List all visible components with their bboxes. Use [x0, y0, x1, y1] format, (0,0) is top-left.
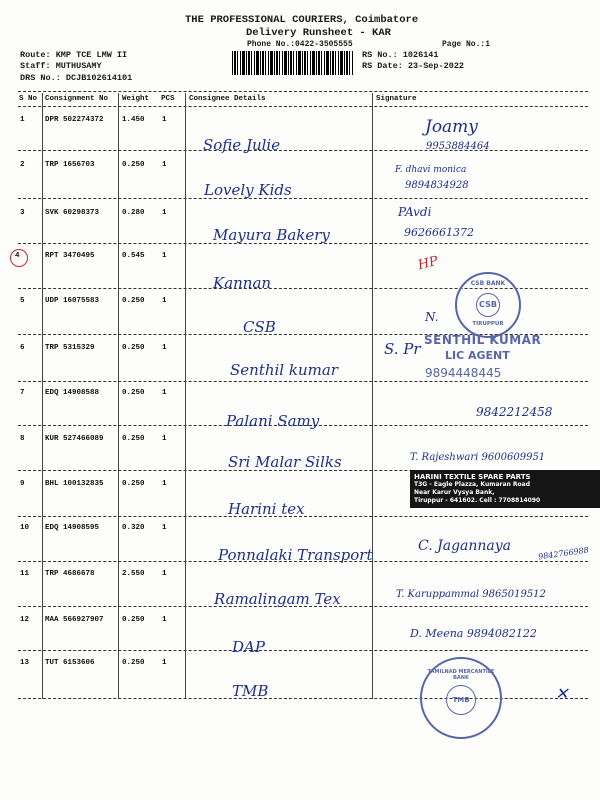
row-1-signature: 9953884464 [426, 141, 490, 152]
row-1-sno: 1 [20, 116, 25, 124]
row-10-sno: 10 [20, 524, 30, 532]
staff-label: Staff: MUTHUSAMY [20, 61, 102, 71]
row-12-signature: D. Meena 9894082122 [410, 627, 537, 640]
col-divider [42, 93, 43, 699]
row-7-signature: 9842212458 [476, 405, 553, 419]
row-6-consignee: Senthil kumar [230, 361, 338, 379]
row-3-signature: 9626661372 [404, 226, 474, 239]
row-5-signature-scrawl: N. [425, 310, 439, 324]
row-1-signature-scrawl: Joamy [425, 117, 478, 137]
row-8-sno: 8 [20, 435, 25, 443]
page-number: Page No.:1 [442, 40, 491, 49]
row-11-sno: 11 [20, 570, 30, 578]
row-2-consignment: TRP 1656703 [45, 161, 95, 169]
row-13-sno: 13 [20, 659, 30, 667]
row-9-consignee: Harini tex [228, 500, 305, 518]
row-11-pcs: 1 [162, 570, 167, 578]
senthil-stamp-role: LIC AGENT [445, 349, 510, 362]
harini-stamp-addr1: T3G - Eagle Plazza, Kumaran Road [414, 481, 530, 488]
row-9-sno: 9 [20, 480, 25, 488]
row-13-signature-mark: ✕ [555, 684, 569, 703]
header-rule [18, 106, 588, 107]
row-13-consignee: TMB [232, 682, 269, 700]
runsheet-subtitle: Delivery Runsheet - KAR [246, 27, 391, 39]
row-12-weight: 0.250 [122, 616, 145, 624]
row-6-pcs: 1 [162, 344, 167, 352]
company-title: THE PROFESSIONAL COURIERS, Coimbatore [185, 14, 419, 26]
row-4-signature: HP [416, 253, 440, 274]
row-6-signature: 9894448445 [425, 366, 502, 380]
csb-seal-logo: CSB [476, 293, 500, 317]
col-consignment-header: Consignment No [45, 95, 109, 103]
csb-seal-place: TIRUPPUR [472, 321, 504, 327]
row-13-consignment: TUT 6153606 [45, 659, 95, 667]
row-3-consignee: Mayura Bakery [213, 226, 330, 244]
row-4-consignee: Kannan [213, 274, 272, 292]
rs-date: RS Date: 23-Sep-2022 [362, 61, 465, 71]
row-3-weight: 0.280 [122, 209, 145, 217]
row-2-weight: 0.250 [122, 161, 145, 169]
row-4-pcs: 1 [162, 252, 167, 260]
row-2-consignee: Lovely Kids [204, 181, 292, 199]
row-separator [18, 650, 588, 651]
tmb-bank-seal [420, 657, 502, 739]
row-11-consignment: TRP 4686678 [45, 570, 95, 578]
row-4-sno: 4 [15, 252, 20, 260]
row-7-pcs: 1 [162, 389, 167, 397]
col-divider [372, 93, 373, 699]
row-13-pcs: 1 [162, 659, 167, 667]
col-divider [118, 93, 119, 699]
row-6-weight: 0.250 [122, 344, 145, 352]
csb-seal-ring-text: CSB BANK [470, 280, 506, 287]
phone-number: Phone No.:0422-3505555 [247, 40, 353, 49]
row-1-consignee: Sofie Julie [203, 136, 281, 154]
row-2-signature-scrawl: F. dhavi monica [395, 165, 467, 175]
row-3-pcs: 1 [162, 209, 167, 217]
row-7-sno: 7 [20, 389, 25, 397]
row-7-consignee: Palani Samy [226, 412, 320, 430]
row-12-consignment: MAA 566927907 [45, 616, 104, 624]
harini-stamp-addr2: Near Karur Vysya Bank, [414, 489, 495, 496]
row-7-weight: 0.250 [122, 389, 145, 397]
row-13-weight: 0.250 [122, 659, 145, 667]
row-12-pcs: 1 [162, 616, 167, 624]
table-top-rule [18, 91, 588, 92]
harini-textile-stamp [410, 470, 600, 508]
row-7-consignment: EDQ 14908588 [45, 389, 100, 397]
row-11-signature: T. Karuppammal 9865019512 [396, 589, 546, 600]
row-8-signature: T. Rajeshwari 9600609951 [410, 452, 546, 463]
row-5-consignment: UDP 16075583 [45, 297, 100, 305]
col-weight-header: Weight [122, 95, 150, 103]
row-separator [18, 381, 588, 382]
csb-bank-seal [455, 272, 521, 338]
row-5-pcs: 1 [162, 297, 167, 305]
row-1-weight: 1.450 [122, 116, 145, 124]
col-consignee-header: Consignee Details [189, 95, 266, 103]
row-3-signature-scrawl: PAvdi [398, 205, 432, 219]
row-12-consignee: DAP [232, 638, 265, 656]
row-separator [18, 198, 588, 199]
row-4-consignment: RPT 3470495 [45, 252, 95, 260]
row-6-sno: 6 [20, 344, 25, 352]
row-8-consignee: Sri Malar Silks [228, 453, 342, 471]
row-2-signature: 9894834928 [405, 180, 469, 191]
row-9-pcs: 1 [162, 480, 167, 488]
row-11-weight: 2.550 [122, 570, 145, 578]
col-signature-header: Signature [376, 95, 417, 103]
row-6-consignment: TRP 5315329 [45, 344, 95, 352]
row-5-consignee: CSB [243, 318, 276, 336]
row-8-weight: 0.250 [122, 435, 145, 443]
row-10-consignment: EDQ 14908595 [45, 524, 100, 532]
col-pcs-header: PCS [161, 95, 175, 103]
rs-number: RS No.: 1026141 [362, 50, 439, 60]
row-10-consignee: Ponnalaki Transport [218, 546, 373, 564]
row-9-weight: 0.250 [122, 480, 145, 488]
table-bottom-rule [18, 698, 588, 699]
tmb-seal-ring-text: TAMILNAD MERCANTILE BANK [427, 669, 495, 681]
col-divider [185, 93, 186, 699]
row-10-pcs: 1 [162, 524, 167, 532]
row-3-sno: 3 [20, 209, 25, 217]
row-10-weight: 0.320 [122, 524, 145, 532]
row-1-pcs: 1 [162, 116, 167, 124]
row-5-weight: 0.250 [122, 297, 145, 305]
row-separator [18, 150, 588, 151]
drs-number: DRS No.: DCJB102614101 [20, 73, 133, 83]
col-sno-header: S No [19, 95, 38, 103]
row-8-consignment: KUR 527466089 [45, 435, 104, 443]
harini-stamp-name: HARINI TEXTILE SPARE PARTS [414, 473, 531, 481]
row-2-sno: 2 [20, 161, 25, 169]
row-1-consignment: DPR 502274372 [45, 116, 104, 124]
row-9-consignment: BHL 100132835 [45, 480, 104, 488]
row-10-signature: 9842766988 [537, 545, 590, 562]
row-11-consignee: Ramalingam Tex [214, 590, 341, 608]
row-3-consignment: SVK 60298373 [45, 209, 100, 217]
barcode [232, 51, 354, 75]
row-4-weight: 0.545 [122, 252, 145, 260]
row-10-signature-scrawl: C. Jagannaya [418, 538, 512, 554]
row-5-sno: 5 [20, 297, 25, 305]
row-2-pcs: 1 [162, 161, 167, 169]
tmb-seal-logo: TMB [446, 685, 476, 715]
senthil-stamp-name: SENTHIL KUMAR [424, 333, 542, 347]
route-label: Route: KMP TCE LMW II [20, 50, 128, 60]
row-6-signature-scrawl: S. Pr [384, 340, 421, 358]
harini-stamp-addr3: Tiruppur - 641602. Cell : 7708814090 [414, 497, 541, 504]
row-12-sno: 12 [20, 616, 30, 624]
row-8-pcs: 1 [162, 435, 167, 443]
